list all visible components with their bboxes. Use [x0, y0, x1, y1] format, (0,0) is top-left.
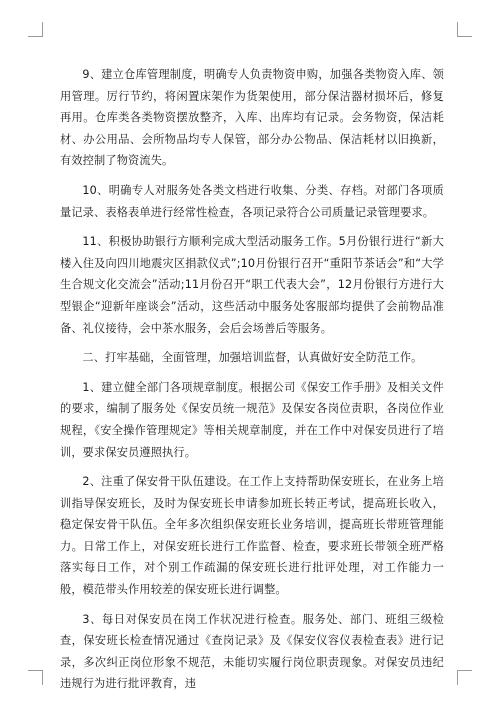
crop-mark-top-left	[28, 22, 43, 37]
paragraph-rules-system: 1、建立健全部门各项规章制度。根据公司《保安工作手册》及相关文件的要求，编制了服务处《保安员统一规范》及保安各岗位责职，各岗位作业规程，《安全操作管理规定》等相关规章制度，并在工作中对保安员进行了培训，要求保安员遵照执行。	[60, 380, 444, 459]
paragraph-document-archiving: 10、明确专人对服务处各类文档进行收集、分类、存档。对部门各项质量记录、表格表单进行经常性检查，各项记录符合公司质量记录管理要求。	[60, 183, 444, 219]
crop-mark-bottom-left	[28, 670, 43, 685]
section-heading-security: 二、打牢基础，全面管理，加强培训监督，认真做好安全防范工作。	[82, 351, 423, 365]
paragraph-daily-inspection: 3、每日对保安员在岗工作状况进行检查。服务处、部门、班组三级检查，保安班长检查情况通过《查岗记录》及《保安仪容仪表检查表》进行记录，多次纠正岗位形象不规范，未能切实履行岗位职责现象。对保安员违纪违规行为进行批评教育，违	[60, 612, 444, 691]
document-body	[60, 64, 444, 695]
paragraph-backbone-team: 2、注重了保安骨干队伍建设。在工作上支持帮助保安班长，在业务上培训指导保安班长，及时为保安班长申请参加班长转正考试，提高班长收入，稳定保安骨干队伍。全年多次组织保安班长业务培训，提高班长带班管理能力。日常工作上，对保安班长进行工作监督、检查，要求班长带领全班严格落实每日工作，对个别工作疏漏的保安班长进行批评处理，对工作能力一般，模范带头作用较差的保安班长进行调整。	[60, 475, 444, 597]
crop-mark-top-right	[457, 22, 472, 37]
paragraph-bank-events: 11、积极协助银行方顺利完成大型活动服务工作。5月份银行进行“新大楼入住及向四川地震灾区捐款仪式”;10月份银行召开“重阳节茶话会”和“大学生合规文化交流会”活动;11月份召开“职工代表大会”，12月份银行方进行大型银企“迎新年座谈会”活动，这些活动中服务处客服部均提供了会前物品准备、礼仪接待，会中茶水服务，会后会场善后等服务。	[60, 235, 444, 335]
paragraph-warehouse-management: 9、建立仓库管理制度，明确专人负责物资申购，加强各类物资入库、领用管理。厉行节约，将闲置床架作为货架使用，部分保洁器材损坏后，修复再用。仓库类各类物资摆放整齐，入库、出库均有记录。会务物资，保洁耗材、办公用品、会所物品均专人保管，部分办公物品、保洁耗材以旧换新，有效控制了物资流失。	[60, 68, 444, 168]
crop-mark-bottom-right	[457, 670, 472, 685]
